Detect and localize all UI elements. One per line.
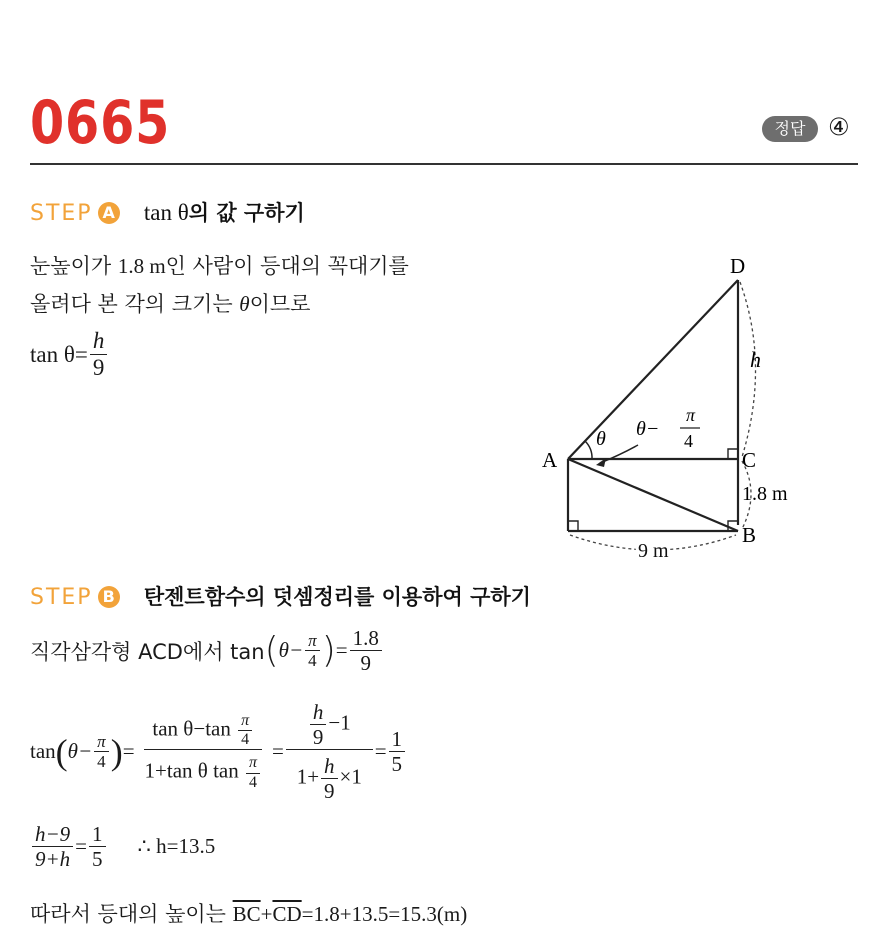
- equals: =: [75, 834, 88, 859]
- step-a-line-1: [30, 250, 409, 280]
- text-segment: 직각삼각형 ACD에서 tan: [30, 639, 265, 664]
- math-segment: θ: [239, 292, 250, 316]
- step-b-title: 탄젠트함수의 덧셈정리를 이용하여 구하기: [143, 585, 531, 609]
- fraction-denominator: 9+h: [35, 847, 71, 872]
- label-angle-pi: π: [686, 405, 696, 425]
- fraction-denominator: 9: [360, 651, 371, 676]
- paren-open: (: [264, 630, 279, 672]
- step-b-line-1: [30, 626, 384, 675]
- fraction-numerator: π: [238, 712, 252, 731]
- fraction: [389, 727, 406, 776]
- conclusion: ∴ h=13.5: [137, 834, 216, 859]
- label-d: D: [730, 254, 746, 278]
- fraction-numerator: π: [246, 754, 260, 773]
- segment-cd: $\overline{CD}$: [272, 902, 302, 926]
- label-b: B: [742, 523, 757, 547]
- fraction-numerator: h: [310, 700, 327, 725]
- fraction-numerator: 1: [389, 727, 406, 752]
- step-a-title-math: tan θ: [143, 200, 189, 225]
- math-segment: =1.8+13.5=15.3(m): [301, 902, 468, 926]
- text-segment: 올려다 본 각의 크기는: [30, 292, 240, 316]
- step-b-circle: B: [98, 586, 120, 608]
- fraction-denominator: 5: [92, 847, 103, 872]
- segment-bc: $\overline{BC}$: [232, 902, 261, 926]
- text-segment: tan θ−tan: [152, 716, 237, 741]
- step-a-equation: [30, 328, 109, 382]
- fraction-numerator: 1.8: [350, 626, 382, 651]
- problem-number: 0665: [30, 88, 171, 158]
- fraction-denominator: 9: [312, 725, 324, 750]
- fraction: [305, 631, 320, 671]
- step-a-heading: [30, 197, 305, 227]
- plus: +: [260, 902, 273, 926]
- text-segment: 1+tan θ tan: [144, 758, 244, 783]
- fraction-denominator: 9: [92, 355, 105, 381]
- equals: =: [272, 739, 284, 764]
- paren-close: ): [110, 731, 123, 772]
- step-a-label: STEP: [30, 201, 93, 226]
- text-segment: 따라서 등대의 높이는: [30, 902, 233, 926]
- header-divider: [30, 163, 858, 165]
- fraction-denominator: 9: [324, 779, 335, 804]
- fraction-numerator: π: [305, 631, 320, 652]
- paren-close: ): [321, 630, 336, 672]
- label-angle-expr: θ−: [636, 418, 660, 440]
- text-segment: 인 사람이 등대의 꼭대기를: [165, 254, 409, 278]
- fraction: [32, 822, 73, 871]
- label-height: 1.8 m: [742, 483, 788, 505]
- fraction-numerator: π: [94, 732, 109, 753]
- answer-value: ④: [828, 113, 850, 141]
- math-segment: 1.8 m: [117, 254, 166, 278]
- math-segment: θ−: [278, 638, 304, 663]
- fraction-denominator: [289, 750, 370, 803]
- fraction-denominator: 4: [308, 651, 317, 671]
- fraction-numerator: 1: [89, 822, 106, 847]
- right-angle-ground: [568, 521, 578, 531]
- fraction-denominator: 4: [249, 773, 257, 791]
- label-base: 9 m: [638, 540, 669, 562]
- fraction-numerator: h: [321, 754, 338, 779]
- text-segment: 이므로: [249, 292, 311, 316]
- step-a-circle: A: [98, 202, 120, 224]
- fraction: [246, 754, 260, 792]
- right-angle-c: [728, 449, 738, 459]
- label-a: A: [542, 448, 558, 472]
- fraction-numerator: [144, 712, 262, 751]
- step-b-line-2: [30, 700, 407, 804]
- text-segment: 1+: [296, 764, 320, 789]
- step-b-line-3: [30, 822, 215, 871]
- line-ab: [568, 459, 738, 531]
- text-segment: 눈높이가: [30, 254, 118, 278]
- step-a-title-text: 의 값 구하기: [188, 201, 305, 225]
- fraction: [238, 712, 252, 750]
- fraction: [89, 822, 106, 871]
- fraction: [94, 732, 109, 772]
- math-segment: θ−: [67, 739, 93, 764]
- fraction: [310, 700, 327, 749]
- label-angle-4: 4: [684, 431, 693, 451]
- step-b-heading: [30, 581, 531, 611]
- label-theta: θ: [596, 428, 606, 450]
- eq-lhs: tan θ=: [30, 341, 88, 367]
- step-b-label: STEP: [30, 585, 93, 610]
- step-a-line-2: [30, 288, 310, 318]
- lighthouse-diagram: [520, 245, 820, 570]
- text-segment: ×1: [339, 764, 362, 789]
- step-b-line-4: [30, 898, 467, 928]
- fraction: [90, 328, 108, 382]
- text-segment: −1: [328, 710, 351, 735]
- big-fraction-1: [137, 712, 270, 793]
- fraction-denominator: 4: [241, 730, 250, 748]
- fraction-numerator: h−9: [32, 822, 73, 847]
- answer-badge: 정답: [762, 116, 818, 142]
- fraction-denominator: [137, 750, 270, 792]
- fraction-numerator: h: [90, 328, 108, 355]
- big-fraction-2: [286, 700, 373, 804]
- fraction-denominator: 5: [391, 752, 403, 777]
- fraction-numerator: [286, 700, 373, 750]
- fraction: [350, 626, 382, 675]
- paren-open: (: [55, 731, 68, 772]
- fraction-denominator: 4: [97, 752, 106, 772]
- equals: =: [335, 638, 348, 663]
- equals: =: [122, 739, 135, 764]
- fraction: [321, 754, 338, 803]
- eq-lhs: tan: [30, 739, 56, 764]
- label-c: C: [742, 448, 757, 472]
- equals: =: [374, 739, 387, 764]
- theta-arc: [585, 441, 592, 459]
- label-h: h: [750, 347, 761, 372]
